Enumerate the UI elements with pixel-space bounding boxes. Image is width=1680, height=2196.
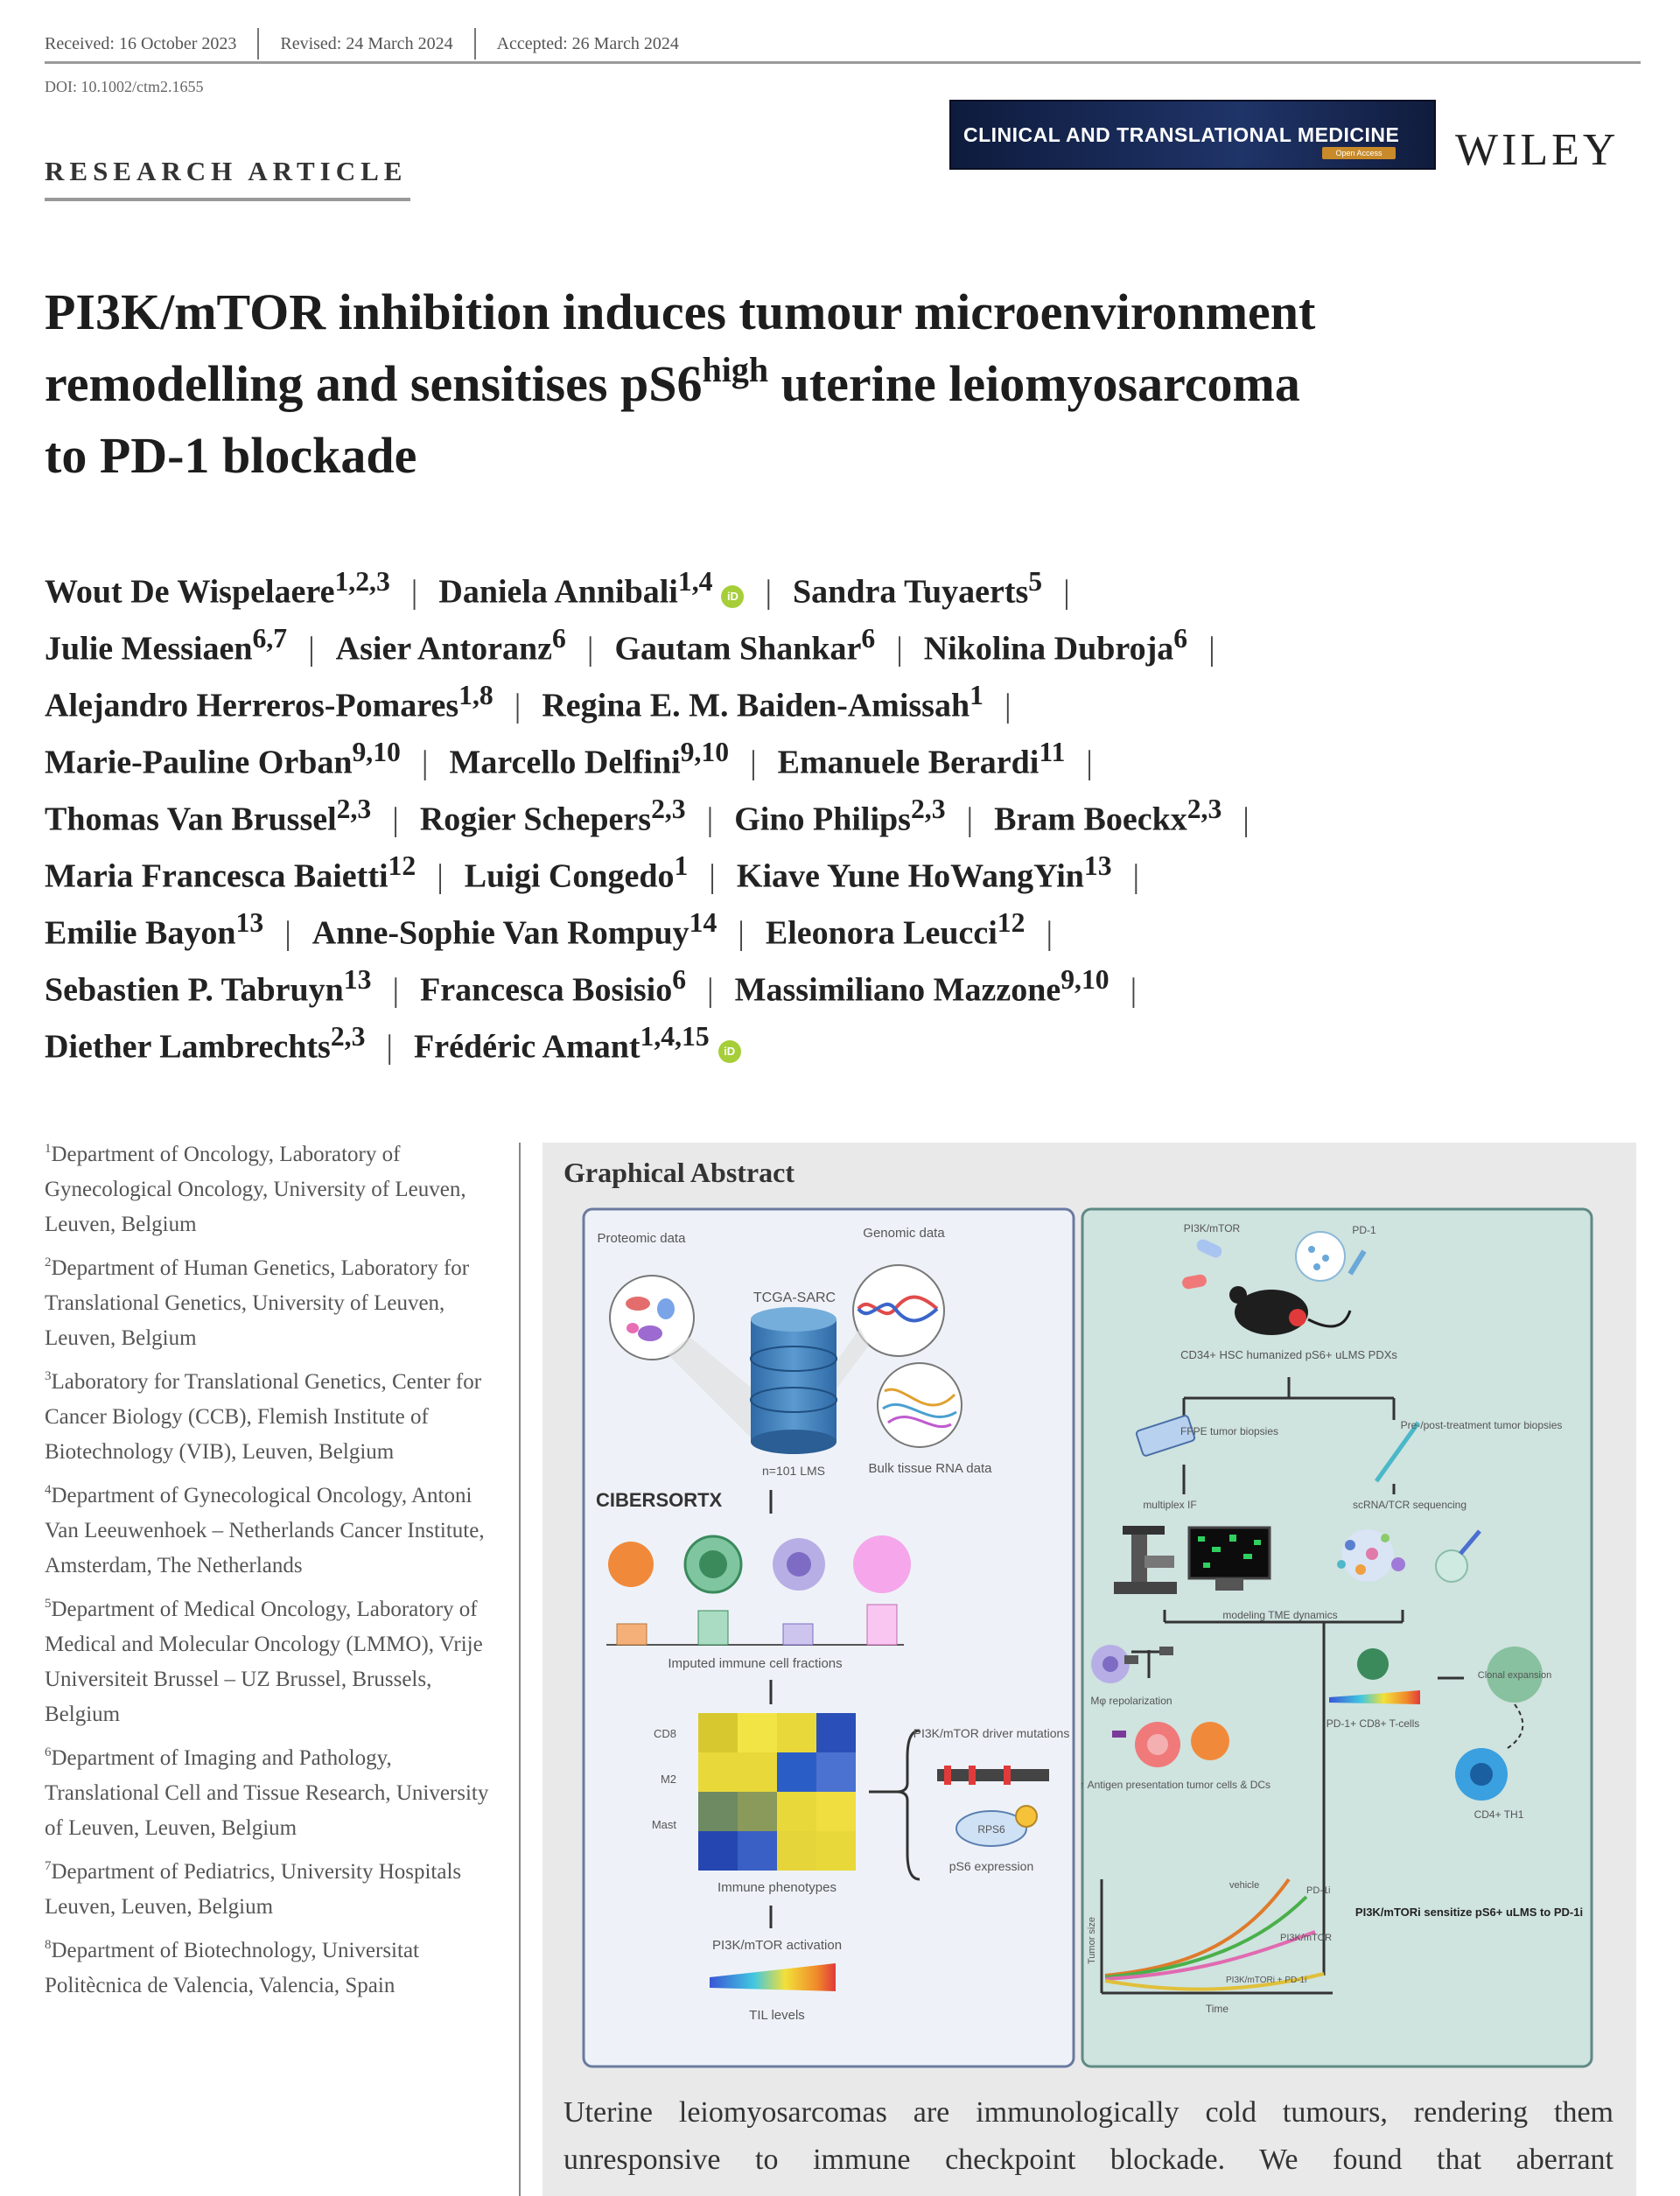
n-lms-label: n=101 LMS [762,1464,825,1478]
author-affiliation-number[interactable]: 6 [861,623,876,654]
tcell-receptor-icon [1436,1550,1467,1582]
author-name[interactable]: Maria Francesca Baietti [45,857,388,895]
article-type-label: RESEARCH ARTICLE [45,156,410,201]
author-separator: | [1004,687,1012,724]
author-separator: | [1046,914,1054,952]
article-dates [45,26,1641,64]
driver-mutations-label: PI3K/mTOR driver mutations [913,1726,1070,1740]
conclusion-label: PI3K/mTORi sensitize pS6+ uLMS to PD-1i [1354,1906,1584,1919]
affiliation-text: Department of Human Genetics, Laboratory for Translational Genetics, University of Leuven, Leuven, Belgium [45,1256,470,1350]
author-separator: | [709,857,716,895]
affiliation-number: 4 [45,1483,52,1497]
rps6-label: RPS6 [977,1823,1005,1836]
author-affiliation-number[interactable]: 1,8 [458,680,494,710]
affiliation-text: Laboratory for Translational Genetics, Center for Cancer Biology (CCB), Flemish Institute of Biotechnology (VIB), Leuven, Belgium [45,1370,482,1464]
author-affiliation-number[interactable]: 2,3 [910,794,946,824]
author-affiliation-number[interactable]: 6 [672,964,687,995]
combo-curve-label: PI3K/mTORi + PD-1i [1226,1976,1307,1985]
bulk-rna-label: Bulk tissue RNA data [868,1461,992,1476]
author-separator: | [1086,744,1093,781]
pd1-drug-label: PD-1 [1352,1224,1376,1236]
affiliation-item [45,1365,500,1470]
author-name[interactable]: Eleonora Leucci [765,914,998,952]
affiliation-number: 1 [45,1142,52,1156]
author-line [45,724,1637,780]
affiliations-list [45,1137,500,2012]
affiliation-text: Department of Pediatrics, University Hospitals Leuven, Leuven, Belgium [45,1860,462,1919]
graphical-abstract-heading: Graphical Abstract [564,1157,794,1188]
author-affiliation-number[interactable]: 2,3 [651,794,686,824]
author-separator: | [706,801,714,838]
title-line-2-post: uterine leiomyosarcoma [768,355,1300,412]
author-separator: | [284,914,291,952]
til-levels-label: TIL levels [749,2008,805,2023]
pd1-cd8-label: PD-1+ CD8+ T-cells [1326,1717,1420,1730]
author-affiliation-number[interactable]: 11 [1039,737,1066,767]
affiliation-item [45,1592,500,1732]
affiliation-item [45,1251,500,1356]
author-name[interactable]: Emanuele Berardi [777,744,1040,781]
graphical-abstract-figure[interactable] [580,1206,1595,2070]
author-affiliation-number[interactable]: 5 [1028,566,1043,597]
mast-cell-icon [853,1535,911,1593]
author-name[interactable]: Rogier Schepers [419,801,652,838]
author-separator: | [392,801,399,838]
cd34-line1: CD34+ HSC humanized pS6+ uLMS PDXs [1180,1348,1397,1361]
author-affiliation-number[interactable]: 2,3 [330,1021,366,1052]
author-separator: | [1063,573,1070,611]
author-affiliation-number[interactable]: 2,3 [1186,794,1222,824]
author-line [45,780,1637,837]
author-affiliation-number[interactable]: 13 [1083,850,1112,881]
mphi-label: Mφ repolarization [1090,1695,1172,1707]
title-line-2 [45,348,1646,420]
author-line [45,894,1637,951]
tcga-label: TCGA-SARC [752,1290,836,1305]
author-affiliation-number[interactable]: 9,10 [1060,964,1110,995]
author-separator: | [738,914,745,952]
author-separator: | [765,573,773,611]
imputed-label: Imputed immune cell fractions [668,1656,843,1671]
column-divider [519,1143,521,2196]
author-affiliation-number[interactable]: 12 [388,850,416,881]
author-line [45,1008,1637,1065]
author-affiliation-number[interactable]: 13 [235,907,264,938]
author-line [45,667,1637,724]
immune-heatmap [698,1713,856,1871]
affiliation-item [45,1479,500,1584]
author-separator: | [308,630,315,668]
ga-text-line-2: unresponsive to immune checkpoint blockade. We found that aberrant [564,2144,1614,2176]
author-name[interactable]: Sebastien P. Tabruyn [45,971,344,1009]
journal-name: CLINICAL AND TRANSLATIONAL MEDICINE [963,122,1400,146]
author-name[interactable]: Regina E. M. Baiden-Amissah [542,687,970,724]
dendritic-cell-icon [608,1542,654,1587]
pi3k-drug-label: PI3K/mTOR [1183,1222,1241,1234]
author-separator: | [707,971,714,1009]
author-name[interactable]: Sandra Tuyaerts [793,573,1029,611]
open-access-badge: Open Access [1322,147,1396,159]
pd1i-curve-label: PD-1i [1306,1885,1331,1896]
author-affiliation-number[interactable]: 6 [1173,623,1188,654]
author-list [45,553,1637,1065]
author-separator: | [1208,630,1215,668]
author-affiliation-number[interactable]: 1,2,3 [334,566,390,597]
prepost-label: Pre-/post-treatment tumor biopsies [1400,1419,1563,1431]
author-name[interactable]: Massimiliano Mazzone [734,971,1061,1009]
affiliation-number: 7 [45,1859,52,1873]
journal-banner[interactable] [949,100,1436,170]
affiliation-item [45,1137,500,1242]
article-title [45,276,1646,492]
publisher-logo[interactable]: WILEY [1455,125,1620,175]
author-line [45,951,1637,1008]
m2-label: M2 [660,1773,676,1786]
author-affiliation-number[interactable]: 6 [552,623,566,654]
right-panel [1079,1209,1592,2067]
author-affiliation-number[interactable]: 14 [689,907,718,938]
author-affiliation-number[interactable]: 9,10 [680,737,730,767]
author-affiliation-number[interactable]: 1 [674,850,689,881]
affiliation-number: 8 [45,1938,52,1952]
affiliation-text: Department of Imaging and Pathology, Translational Cell and Tissue Research, University of Leuven, Leuven, Belgium [45,1746,489,1840]
author-name[interactable]: Marie-Pauline Orban [45,744,353,781]
affiliation-text: Department of Medical Oncology, Laboratory of Medical and Molecular Oncology (LMMO), Vrije Universiteit Brussel – UZ Brussel, Brussels, Belgium [45,1598,483,1726]
ga-text-line-1: Uterine leiomyosarcomas are immunologically cold tumours, rendering them [564,2096,1614,2129]
author-name[interactable]: Asier Antoranz [335,630,553,668]
author-affiliation-number[interactable]: 1 [970,680,984,710]
author-line [45,610,1637,667]
author-separator: | [1242,801,1250,838]
author-separator: | [386,1028,394,1066]
clonal-label: Clonal expansion [1477,1670,1552,1681]
author-name[interactable]: Marcello Delfini [449,744,681,781]
affiliation-number: 6 [45,1745,52,1759]
cd8-label: CD8 [653,1727,676,1740]
author-name[interactable]: Francesca Bosisio [420,971,673,1009]
antibody-icon [1296,1232,1345,1281]
mast-label: Mast [651,1818,676,1831]
cibersortx-label: CIBERSORTX [596,1489,723,1511]
ps6-expression-label: pS6 expression [948,1859,1034,1873]
author-name[interactable]: Kiave Yune HoWangYin [736,857,1084,895]
author-name[interactable]: Thomas Van Brussel [45,801,337,838]
doi-link[interactable]: DOI: 10.1002/ctm2.1655 [45,78,204,95]
author-name[interactable]: Frédéric Amant [414,1028,640,1066]
affiliation-number: 3 [45,1369,52,1383]
author-name[interactable]: Anne-Sophie Van Rompuy [312,914,690,952]
title-line-1: PI3K/mTOR inhibition induces tumour microenvironment [45,283,1316,340]
author-line [45,837,1637,894]
pi3k-curve-label: PI3K/mTOR [1280,1933,1333,1943]
graphical-abstract-text [564,2089,1614,2184]
author-affiliation-number[interactable]: 13 [343,964,372,995]
author-affiliation-number[interactable]: 1,4 [677,566,713,597]
author-affiliation-number[interactable]: 9,10 [352,737,401,767]
time-label: Time [1205,2003,1229,2015]
author-separator: | [1130,971,1138,1009]
genomic-label: Genomic data [863,1226,945,1241]
pi3k-activation-label: PI3K/mTOR activation [711,1938,843,1953]
ffpe-label: FFPE tumor biopsies [1180,1425,1279,1437]
tumor-size-label: Tumor size [1087,1917,1097,1964]
author-affiliation-number[interactable]: 2,3 [336,794,372,824]
title-superscript: high [702,350,769,389]
affiliation-number: 5 [45,1597,52,1611]
author-separator: | [421,744,429,781]
antigen-label: ↑ Antigen presentation tumor cells & DCs [1079,1779,1271,1791]
author-name[interactable]: Diether Lambrechts [45,1028,331,1066]
affiliation-item [45,1741,500,1846]
author-name[interactable]: Daniela Annibali [438,573,678,611]
accepted-date: Accepted: 26 March 2024 [496,34,679,53]
author-line [45,553,1637,610]
affiliation-item [45,1855,500,1925]
orcid-icon[interactable]: iD [721,585,744,608]
author-separator: | [750,744,757,781]
author-separator: | [514,687,522,724]
scrna-label: scRNA/TCR sequencing [1352,1499,1467,1511]
database-icon [751,1319,836,1442]
author-name[interactable]: Luigi Congedo [464,857,675,895]
author-separator: | [586,630,594,668]
author-name[interactable]: Gautam Shankar [614,630,862,668]
author-separator: | [896,630,903,668]
affiliation-item [45,1934,500,2004]
author-separator: | [437,857,444,895]
author-affiliation-number[interactable]: 6,7 [252,623,288,654]
multiplex-label: multiplex IF [1143,1499,1197,1511]
orcid-icon[interactable]: iD [718,1040,741,1063]
vehicle-label: vehicle [1229,1880,1260,1891]
author-separator: | [1132,857,1140,895]
revised-date: Revised: 24 March 2024 [259,28,475,59]
author-name[interactable]: Emilie Bayon [45,914,236,952]
cd4-label: CD4+ TH1 [1474,1808,1524,1821]
author-name[interactable]: Bram Boeckx [994,801,1187,838]
affiliation-text: Department of Oncology, Laboratory of Gynecological Oncology, University of Leuven, Leuven, Belgium [45,1143,466,1236]
author-name[interactable]: Alejandro Herreros-Pomares [45,687,459,724]
proteomic-label: Proteomic data [597,1231,686,1246]
title-line-3: to PD-1 blockade [45,427,417,484]
author-separator: | [966,801,974,838]
author-name[interactable]: Nikolina Dubroja [923,630,1174,668]
author-affiliation-number[interactable]: 1,4,15 [640,1021,710,1052]
author-separator: | [392,971,400,1009]
title-line-2-pre: remodelling and sensitises pS6 [45,355,703,412]
affiliation-number: 2 [45,1255,52,1269]
affiliation-text: Department of Gynecological Oncology, Antoni Van Leeuwenhoek – Netherlands Cancer Institute, Amsterdam, The Netherlands [45,1484,485,1577]
tme-label: modeling TME dynamics [1222,1609,1338,1621]
author-name[interactable]: Julie Messiaen [45,630,253,668]
immune-phenotypes-label: Immune phenotypes [718,1880,836,1895]
author-separator: | [410,573,418,611]
author-name[interactable]: Gino Philips [734,801,911,838]
author-affiliation-number[interactable]: 12 [997,907,1026,938]
author-name[interactable]: Wout De Wispelaere [45,573,335,611]
affiliation-text: Department of Biotechnology, Universitat Politècnica de Valencia, Valencia, Spain [45,1939,419,1997]
received-date: Received: 16 October 2023 [45,28,259,59]
